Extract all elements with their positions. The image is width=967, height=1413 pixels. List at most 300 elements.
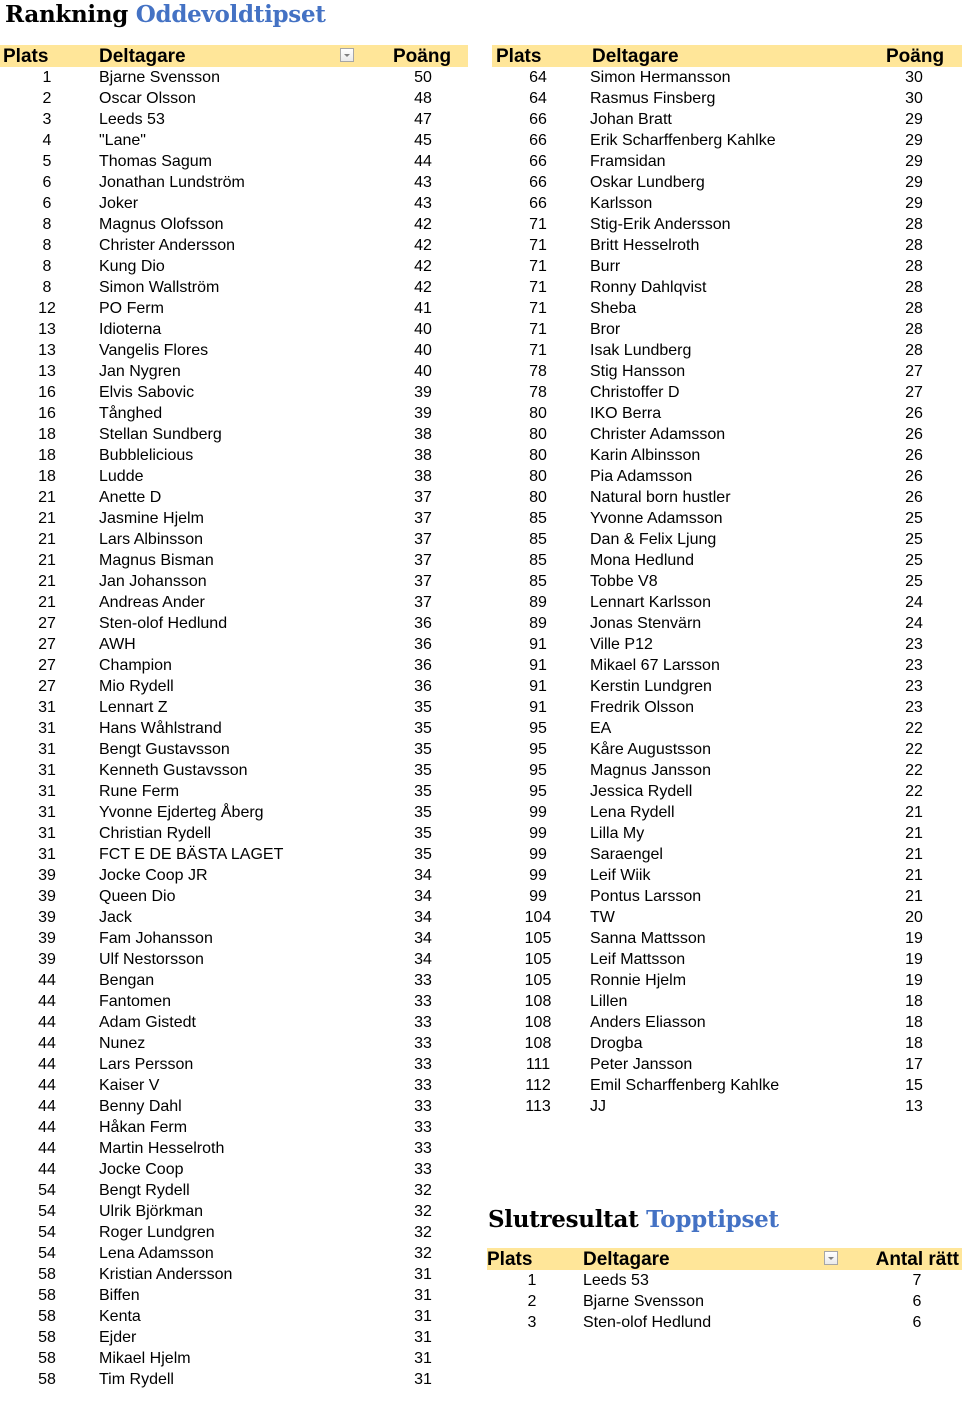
cell-plats: 95	[529, 783, 547, 800]
cell-poang: 21	[905, 888, 923, 905]
cell-deltagare: Oscar Olsson	[99, 90, 196, 107]
header-poang[interactable]: Poäng	[393, 46, 452, 67]
cell-plats: 21	[38, 552, 56, 569]
cell-poang: 45	[414, 132, 432, 149]
table-row[interactable]	[0, 1033, 468, 1054]
cell-poang: 28	[905, 237, 923, 254]
final-table-header	[487, 1248, 962, 1270]
cell-plats: 31	[38, 804, 56, 821]
table-row[interactable]	[0, 886, 468, 907]
header-deltagare[interactable]: Deltagare	[583, 1249, 670, 1270]
cell-deltagare: Benny Dahl	[99, 1098, 182, 1115]
table-row[interactable]	[0, 592, 468, 613]
cell-poang: 33	[414, 1161, 432, 1178]
cell-poang: 13	[905, 1098, 923, 1115]
cell-deltagare: Jocke Coop	[99, 1161, 184, 1178]
cell-poang: 29	[905, 132, 923, 149]
cell-plats: 21	[38, 531, 56, 548]
table-row[interactable]	[0, 319, 468, 340]
cell-deltagare: Leeds 53	[99, 111, 165, 128]
cell-plats: 78	[529, 363, 547, 380]
table-row[interactable]	[492, 970, 962, 991]
cell-deltagare: Anders Eliasson	[590, 1014, 706, 1031]
table-row[interactable]	[492, 109, 962, 130]
cell-deltagare: Jasmine Hjelm	[99, 510, 204, 527]
table-row[interactable]	[492, 844, 962, 865]
cell-deltagare: Kenta	[99, 1308, 141, 1325]
table-row[interactable]	[0, 109, 468, 130]
cell-poang: 29	[905, 153, 923, 170]
table-row[interactable]	[0, 739, 468, 760]
cell-deltagare: Johan Bratt	[590, 111, 672, 128]
cell-plats: 78	[529, 384, 547, 401]
table-row[interactable]	[0, 928, 468, 949]
header-deltagare[interactable]: Deltagare	[99, 46, 186, 67]
table-row[interactable]	[492, 991, 962, 1012]
cell-antal-ratt: 7	[912, 1272, 922, 1289]
cell-poang: 31	[414, 1371, 432, 1388]
table-row[interactable]	[492, 823, 962, 844]
cell-plats: 6	[42, 174, 52, 191]
cell-poang: 33	[414, 972, 432, 989]
table-row[interactable]	[0, 1012, 468, 1033]
table-row[interactable]	[0, 1348, 468, 1369]
final-table	[487, 1248, 962, 1333]
cell-deltagare: Bjarne Svensson	[99, 69, 220, 86]
cell-deltagare: Tånghed	[99, 405, 163, 422]
cell-plats: 44	[38, 1140, 56, 1157]
cell-deltagare: Kenneth Gustavsson	[99, 762, 248, 779]
cell-poang: 33	[414, 1035, 432, 1052]
cell-poang: 43	[414, 195, 432, 212]
table-row[interactable]	[0, 1159, 468, 1180]
cell-poang: 35	[414, 846, 432, 863]
cell-plats: 71	[529, 300, 547, 317]
table-row[interactable]	[487, 1270, 962, 1291]
cell-plats: 2	[527, 1293, 537, 1310]
cell-deltagare: Emil Scharffenberg Kahlke	[590, 1077, 780, 1094]
cell-deltagare: IKO Berra	[590, 405, 662, 422]
cell-plats: 80	[529, 489, 547, 506]
dropdown-filter-icon[interactable]	[340, 48, 354, 62]
cell-poang: 27	[905, 363, 923, 380]
cell-deltagare: Saraengel	[590, 846, 663, 863]
cell-deltagare: Tim Rydell	[99, 1371, 174, 1388]
table-row[interactable]	[0, 1180, 468, 1201]
table-row[interactable]	[492, 676, 962, 697]
table-row[interactable]	[0, 697, 468, 718]
header-poang[interactable]: Poäng	[886, 46, 945, 67]
table-row[interactable]	[0, 1054, 468, 1075]
table-row[interactable]	[492, 319, 962, 340]
cell-deltagare: FCT E DE BÄSTA LAGET	[99, 846, 284, 863]
table-row[interactable]	[0, 655, 468, 676]
cell-deltagare: Framsidan	[590, 153, 666, 170]
table-row[interactable]	[0, 907, 468, 928]
header-plats[interactable]: Plats	[487, 1249, 533, 1270]
table-row[interactable]	[492, 424, 962, 445]
table-row[interactable]	[0, 529, 468, 550]
cell-poang: 36	[414, 657, 432, 674]
header-plats[interactable]: Plats	[496, 46, 542, 67]
cell-poang: 29	[905, 174, 923, 191]
table-row[interactable]	[0, 382, 468, 403]
cell-plats: 99	[529, 804, 547, 821]
cell-deltagare: Idioterna	[99, 321, 162, 338]
table-row[interactable]	[0, 571, 468, 592]
cell-plats: 71	[529, 216, 547, 233]
cell-deltagare: Mikael Hjelm	[99, 1350, 191, 1367]
ranking-table-left	[0, 45, 468, 1390]
table-row[interactable]	[492, 865, 962, 886]
table-row[interactable]	[0, 235, 468, 256]
table-row[interactable]	[492, 130, 962, 151]
cell-plats: 21	[38, 489, 56, 506]
cell-plats: 31	[38, 741, 56, 758]
cell-deltagare: Magnus Jansson	[590, 762, 711, 779]
table-row[interactable]	[0, 1138, 468, 1159]
cell-plats: 18	[38, 426, 56, 443]
cell-deltagare: Yvonne Adamsson	[590, 510, 723, 527]
table-row[interactable]	[0, 466, 468, 487]
cell-plats: 58	[38, 1371, 56, 1388]
cell-deltagare: Christer Adamsson	[590, 426, 726, 443]
cell-deltagare: Bengt Gustavsson	[99, 741, 230, 758]
cell-plats: 66	[529, 195, 547, 212]
table-row[interactable]	[492, 487, 962, 508]
table-row[interactable]	[492, 1054, 962, 1075]
cell-poang: 41	[414, 300, 432, 317]
cell-plats: 91	[529, 678, 547, 695]
cell-poang: 37	[414, 510, 432, 527]
cell-plats: 21	[38, 594, 56, 611]
table-row[interactable]	[0, 823, 468, 844]
cell-deltagare: Mona Hedlund	[590, 552, 695, 569]
cell-poang: 30	[905, 90, 923, 107]
cell-deltagare: Martin Hesselroth	[99, 1140, 225, 1157]
cell-deltagare: Joker	[99, 195, 139, 212]
table-row[interactable]	[0, 403, 468, 424]
cell-poang: 15	[905, 1077, 923, 1094]
cell-plats: 66	[529, 153, 547, 170]
table-row[interactable]	[0, 1306, 468, 1327]
table-row[interactable]	[492, 466, 962, 487]
cell-plats: 111	[525, 1056, 551, 1073]
table-row[interactable]	[0, 487, 468, 508]
cell-antal-ratt: 6	[912, 1314, 922, 1331]
table-row[interactable]	[492, 340, 962, 361]
cell-deltagare: Rasmus Finsberg	[590, 90, 716, 107]
cell-plats: 18	[38, 468, 56, 485]
table-row[interactable]	[0, 445, 468, 466]
table-row[interactable]	[0, 508, 468, 529]
cell-deltagare: Sheba	[590, 300, 637, 317]
cell-deltagare: Ronnie Hjelm	[590, 972, 687, 989]
cell-deltagare: Magnus Olofsson	[99, 216, 224, 233]
table-row[interactable]	[0, 1327, 468, 1348]
cell-plats: 71	[529, 258, 547, 275]
cell-plats: 91	[529, 699, 547, 716]
cell-plats: 85	[529, 531, 547, 548]
cell-plats: 6	[42, 195, 52, 212]
cell-antal-ratt: 6	[912, 1293, 922, 1310]
cell-poang: 34	[414, 888, 432, 905]
cell-poang: 39	[414, 405, 432, 422]
cell-plats: 27	[38, 615, 56, 632]
table-row[interactable]	[0, 193, 468, 214]
table-row[interactable]	[492, 256, 962, 277]
cell-deltagare: Oskar Lundberg	[590, 174, 705, 191]
table-row[interactable]	[0, 949, 468, 970]
cell-poang: 30	[905, 69, 923, 86]
cell-deltagare: Ronny Dahlqvist	[590, 279, 707, 296]
cell-poang: 38	[414, 426, 432, 443]
cell-deltagare: Bubblelicious	[99, 447, 194, 464]
cell-plats: 31	[38, 825, 56, 842]
final-title-accent: Topptipset	[646, 1206, 779, 1233]
table-row[interactable]	[492, 760, 962, 781]
table-row[interactable]	[0, 172, 468, 193]
table-row[interactable]	[0, 67, 468, 88]
final-title	[488, 1206, 779, 1233]
table-row[interactable]	[0, 865, 468, 886]
cell-deltagare: TW	[590, 909, 615, 926]
cell-poang: 32	[414, 1182, 432, 1199]
table-row[interactable]	[492, 781, 962, 802]
table-row[interactable]	[0, 1264, 468, 1285]
cell-deltagare: Bjarne Svensson	[583, 1293, 704, 1310]
table-row[interactable]	[492, 445, 962, 466]
cell-deltagare: Hans Wåhlstrand	[99, 720, 222, 737]
cell-deltagare: Leif Mattsson	[590, 951, 686, 968]
cell-plats: 21	[38, 573, 56, 590]
table-row[interactable]	[492, 508, 962, 529]
header-deltagare[interactable]: Deltagare	[592, 46, 679, 67]
table-row[interactable]	[0, 970, 468, 991]
header-antal-ratt[interactable]: Antal rätt	[875, 1249, 959, 1270]
table-row[interactable]	[0, 151, 468, 172]
cell-poang: 18	[905, 1035, 923, 1052]
cell-poang: 37	[414, 552, 432, 569]
cell-plats: 85	[529, 573, 547, 590]
cell-poang: 31	[414, 1308, 432, 1325]
cell-deltagare: Britt Hesselroth	[590, 237, 700, 254]
table-row[interactable]	[0, 676, 468, 697]
cell-poang: 19	[905, 951, 923, 968]
table-row[interactable]	[492, 802, 962, 823]
cell-deltagare: Lars Persson	[99, 1056, 194, 1073]
table-row[interactable]	[492, 571, 962, 592]
dropdown-filter-icon[interactable]	[824, 1251, 838, 1265]
table-row[interactable]	[0, 424, 468, 445]
cell-plats: 66	[529, 132, 547, 149]
table-row[interactable]	[0, 1117, 468, 1138]
table-row[interactable]	[492, 886, 962, 907]
cell-plats: 31	[38, 699, 56, 716]
table-row[interactable]	[0, 844, 468, 865]
table-row[interactable]	[492, 403, 962, 424]
table-row[interactable]	[0, 1075, 468, 1096]
table-row[interactable]	[0, 760, 468, 781]
table-row[interactable]	[492, 382, 962, 403]
table-row[interactable]	[487, 1291, 962, 1312]
table-row[interactable]	[0, 634, 468, 655]
cell-plats: 44	[38, 972, 56, 989]
table-row[interactable]	[492, 697, 962, 718]
cell-plats: 71	[529, 342, 547, 359]
cell-deltagare: Mio Rydell	[99, 678, 174, 695]
cell-poang: 36	[414, 678, 432, 695]
table-row[interactable]	[492, 172, 962, 193]
final-title-prefix: Slutresultat	[488, 1206, 639, 1233]
table-row[interactable]	[0, 1222, 468, 1243]
final-table-body	[487, 1270, 962, 1333]
table-row[interactable]	[0, 361, 468, 382]
cell-deltagare: Karin Albinsson	[590, 447, 701, 464]
cell-deltagare: Lena Rydell	[590, 804, 675, 821]
cell-deltagare: Peter Jansson	[590, 1056, 693, 1073]
table-row[interactable]	[0, 1369, 468, 1390]
cell-poang: 25	[905, 531, 923, 548]
cell-deltagare: Natural born hustler	[590, 489, 731, 506]
cell-poang: 20	[905, 909, 923, 926]
table-row[interactable]	[492, 550, 962, 571]
table-row[interactable]	[0, 130, 468, 151]
cell-deltagare: Ulrik Björkman	[99, 1203, 204, 1220]
cell-deltagare: Stig Hansson	[590, 363, 686, 380]
cell-poang: 23	[905, 678, 923, 695]
cell-poang: 34	[414, 951, 432, 968]
cell-poang: 29	[905, 111, 923, 128]
table-row[interactable]	[487, 1312, 962, 1333]
cell-poang: 42	[414, 237, 432, 254]
table-row[interactable]	[492, 655, 962, 676]
cell-deltagare: Roger Lundgren	[99, 1224, 215, 1241]
table-row[interactable]	[0, 550, 468, 571]
table-row[interactable]	[0, 991, 468, 1012]
table-row[interactable]	[0, 256, 468, 277]
table-row[interactable]	[492, 529, 962, 550]
cell-poang: 26	[905, 405, 923, 422]
cell-plats: 99	[529, 867, 547, 884]
cell-deltagare: Lennart Karlsson	[590, 594, 711, 611]
table-row[interactable]	[0, 340, 468, 361]
cell-deltagare: Stellan Sundberg	[99, 426, 222, 443]
table-row[interactable]	[492, 235, 962, 256]
cell-plats: 1	[527, 1272, 537, 1289]
table-row[interactable]	[0, 1243, 468, 1264]
cell-deltagare: Kaiser V	[99, 1077, 160, 1094]
cell-poang: 32	[414, 1203, 432, 1220]
cell-poang: 39	[414, 384, 432, 401]
cell-deltagare: Vangelis Flores	[99, 342, 209, 359]
cell-poang: 21	[905, 867, 923, 884]
table-row[interactable]	[492, 949, 962, 970]
table-row[interactable]	[0, 1285, 468, 1306]
cell-deltagare: EA	[590, 720, 612, 737]
table-row[interactable]	[0, 613, 468, 634]
table-row[interactable]	[492, 88, 962, 109]
table-row[interactable]	[492, 151, 962, 172]
ranking-table-left-body	[0, 67, 468, 1390]
ranking-table-right	[492, 45, 962, 1117]
cell-poang: 33	[414, 1056, 432, 1073]
cell-deltagare: Bengt Rydell	[99, 1182, 190, 1199]
table-row[interactable]	[492, 67, 962, 88]
cell-poang: 42	[414, 258, 432, 275]
cell-plats: 16	[38, 405, 56, 422]
cell-poang: 40	[414, 321, 432, 338]
header-plats[interactable]: Plats	[3, 46, 49, 67]
table-row[interactable]	[0, 781, 468, 802]
table-row[interactable]	[492, 1012, 962, 1033]
table-row[interactable]	[492, 277, 962, 298]
table-row[interactable]	[492, 907, 962, 928]
cell-plats: 44	[38, 1077, 56, 1094]
table-row[interactable]	[492, 592, 962, 613]
table-row[interactable]	[492, 718, 962, 739]
cell-plats: 95	[529, 720, 547, 737]
cell-deltagare: Christoffer D	[590, 384, 680, 401]
table-row[interactable]	[492, 1075, 962, 1096]
table-row[interactable]	[492, 928, 962, 949]
cell-plats: 5	[42, 153, 52, 170]
table-row[interactable]	[492, 1033, 962, 1054]
cell-plats: 8	[42, 279, 52, 296]
cell-deltagare: Ludde	[99, 468, 144, 485]
cell-poang: 25	[905, 510, 923, 527]
table-row[interactable]	[0, 214, 468, 235]
cell-poang: 26	[905, 426, 923, 443]
cell-deltagare: Bengan	[99, 972, 155, 989]
cell-deltagare: Karlsson	[590, 195, 653, 212]
table-row[interactable]	[492, 298, 962, 319]
table-row[interactable]	[0, 718, 468, 739]
cell-plats: 44	[38, 1014, 56, 1031]
table-row[interactable]	[492, 1096, 962, 1117]
cell-plats: 13	[38, 363, 56, 380]
table-row[interactable]	[492, 634, 962, 655]
table-row[interactable]	[0, 298, 468, 319]
table-row[interactable]	[492, 739, 962, 760]
table-row[interactable]	[492, 361, 962, 382]
cell-poang: 40	[414, 363, 432, 380]
cell-poang: 21	[905, 825, 923, 842]
cell-poang: 26	[905, 468, 923, 485]
cell-deltagare: Lillen	[590, 993, 628, 1010]
cell-plats: 80	[529, 447, 547, 464]
cell-poang: 38	[414, 447, 432, 464]
table-row[interactable]	[0, 88, 468, 109]
table-row[interactable]	[492, 613, 962, 634]
cell-poang: 42	[414, 216, 432, 233]
cell-plats: 54	[38, 1203, 56, 1220]
cell-poang: 35	[414, 720, 432, 737]
table-row[interactable]	[0, 802, 468, 823]
cell-deltagare: Jonas Stenvärn	[590, 615, 702, 632]
cell-plats: 91	[529, 657, 547, 674]
cell-plats: 8	[42, 237, 52, 254]
cell-plats: 80	[529, 426, 547, 443]
table-row[interactable]	[0, 277, 468, 298]
table-row[interactable]	[0, 1201, 468, 1222]
table-row[interactable]	[492, 214, 962, 235]
table-row[interactable]	[492, 193, 962, 214]
cell-deltagare: Fam Johansson	[99, 930, 213, 947]
cell-deltagare: AWH	[99, 636, 136, 653]
ranking-table-right-header	[492, 45, 962, 67]
table-row[interactable]	[0, 1096, 468, 1117]
